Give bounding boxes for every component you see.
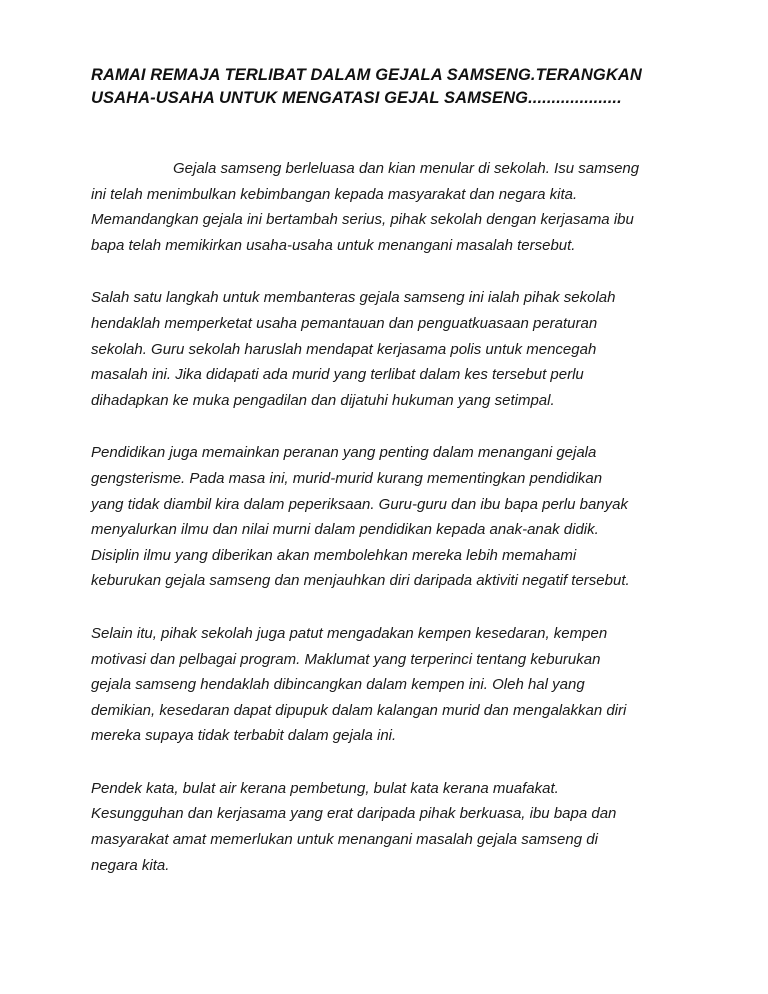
paragraph-line: Pendek kata, bulat air kerana pembetung, bulat kata kerana muafakat. [91, 779, 559, 797]
paragraph-line: motivasi dan pelbagai program. Maklumat yang terperinci tentang keburukan [91, 650, 601, 668]
title-line: USAHA-USAHA UNTUK MENGATASI GEJAL SAMSENG.................... [91, 89, 622, 107]
paragraph-line: negara kita. [91, 856, 170, 874]
paragraph-line: Disiplin ilmu yang diberikan akan membolehkan mereka lebih memahami [91, 546, 577, 564]
paragraph-body-3 [91, 621, 688, 749]
paragraph-line: gengsterisme. Pada masa ini, murid-murid kurang mementingkan pendidikan [91, 469, 603, 487]
paragraph-line: Kesungguhan dan kerjasama yang erat daripada pihak berkuasa, ibu bapa dan [91, 805, 617, 823]
paragraph-line: keburukan gejala samseng dan menjauhkan diri daripada aktiviti negatif tersebut. [91, 572, 630, 590]
paragraph-line: Gejala samseng berleluasa dan kian menular di sekolah. Isu samseng [173, 160, 640, 177]
paragraph-line: gejala samseng hendaklah dibincangkan dalam kempen ini. Oleh hal yang [91, 676, 585, 694]
paragraph-line: hendaklah memperketat usaha pemantauan dan penguatkuasaan peraturan [91, 314, 598, 332]
paragraph-line: masyarakat amat memerlukan untuk menangani masalah gejala samseng di [91, 831, 598, 849]
paragraph-body-1 [91, 285, 688, 413]
paragraph-line: yang tidak diambil kira dalam peperiksaan. Guru-guru dan ibu bapa perlu banyak [91, 495, 628, 513]
paragraph-line: Salah satu langkah untuk membanteras gejala samseng ini ialah pihak sekolah [91, 289, 616, 307]
essay-title [91, 64, 688, 110]
paragraph-line: bapa telah memikirkan usaha-usaha untuk menangani masalah tersebut. [91, 236, 576, 254]
paragraph-line: Memandangkan gejala ini bertambah serius, pihak sekolah dengan kerjasama ibu [91, 211, 634, 229]
paragraph-conclusion [91, 776, 688, 878]
paragraph-line: Selain itu, pihak sekolah juga patut mengadakan kempen kesedaran, kempen [91, 624, 608, 642]
paragraph-line: mereka supaya tidak terbabit dalam gejala ini. [91, 727, 397, 745]
paragraph-line: Pendidikan juga memainkan peranan yang penting dalam menangani gejala [91, 444, 597, 462]
paragraph-line: demikian, kesedaran dapat dipupuk dalam kalangan murid dan mengalakkan diri [91, 701, 627, 719]
title-line: RAMAI REMAJA TERLIBAT DALAM GEJALA SAMSENG.TERANGKAN [91, 66, 642, 84]
paragraph-line: ini telah menimbulkan kebimbangan kepada masyarakat dan negara kita. [91, 185, 578, 203]
paragraph-line: masalah ini. Jika didapati ada murid yang terlibat dalam kes tersebut perlu [91, 366, 584, 384]
paragraph-line: sekolah. Guru sekolah haruslah mendapat kerjasama polis untuk mencegah [91, 340, 597, 358]
paragraph-line: dihadapkan ke muka pengadilan dan dijatuhi hukuman yang setimpal. [91, 391, 555, 409]
paragraph-body-2 [91, 440, 688, 594]
paragraph-introduction [91, 156, 688, 258]
paragraph-line: menyalurkan ilmu dan nilai murni dalam pendidikan kepada anak-anak didik. [91, 521, 599, 539]
